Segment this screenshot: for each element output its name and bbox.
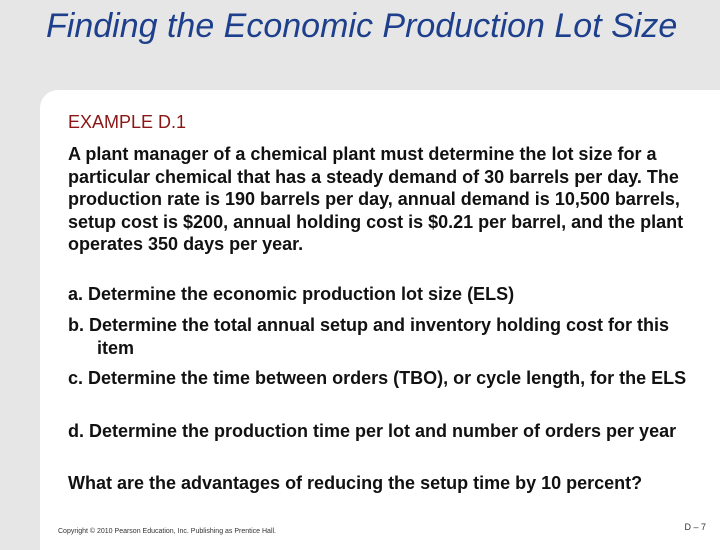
task-c: c. Determine the time between orders (TBO), or cycle length, for the ELS [68,368,687,388]
copyright-notice: Copyright © 2010 Pearson Education, Inc. Publishing as Prentice Hall. [58,528,277,535]
problem-statement: A plant manager of a chemical plant must determine the lot size for a particular chemical that has a steady demand of 30 barrels per day. The production rate is 190 barrels per day, annual demand is 10,500 barrels, setup cost is $200, annual holding cost is $0.21 per barrel, and the plant operates 350 days per year. [68,144,684,255]
example-label: EXAMPLE D.1 [68,112,187,132]
task-d: d. Determine the production time per lot and number of orders per year [68,421,677,441]
follow-up-question: What are the advantages of reducing the setup time by 10 percent? [68,473,643,493]
slide-title: Finding the Economic Production Lot Size [46,7,678,45]
task-b: b. Determine the total annual setup and inventory holding cost for this item [68,315,670,358]
task-a: a. Determine the economic production lot size (ELS) [68,284,515,304]
page-number: D – 7 [684,522,706,532]
